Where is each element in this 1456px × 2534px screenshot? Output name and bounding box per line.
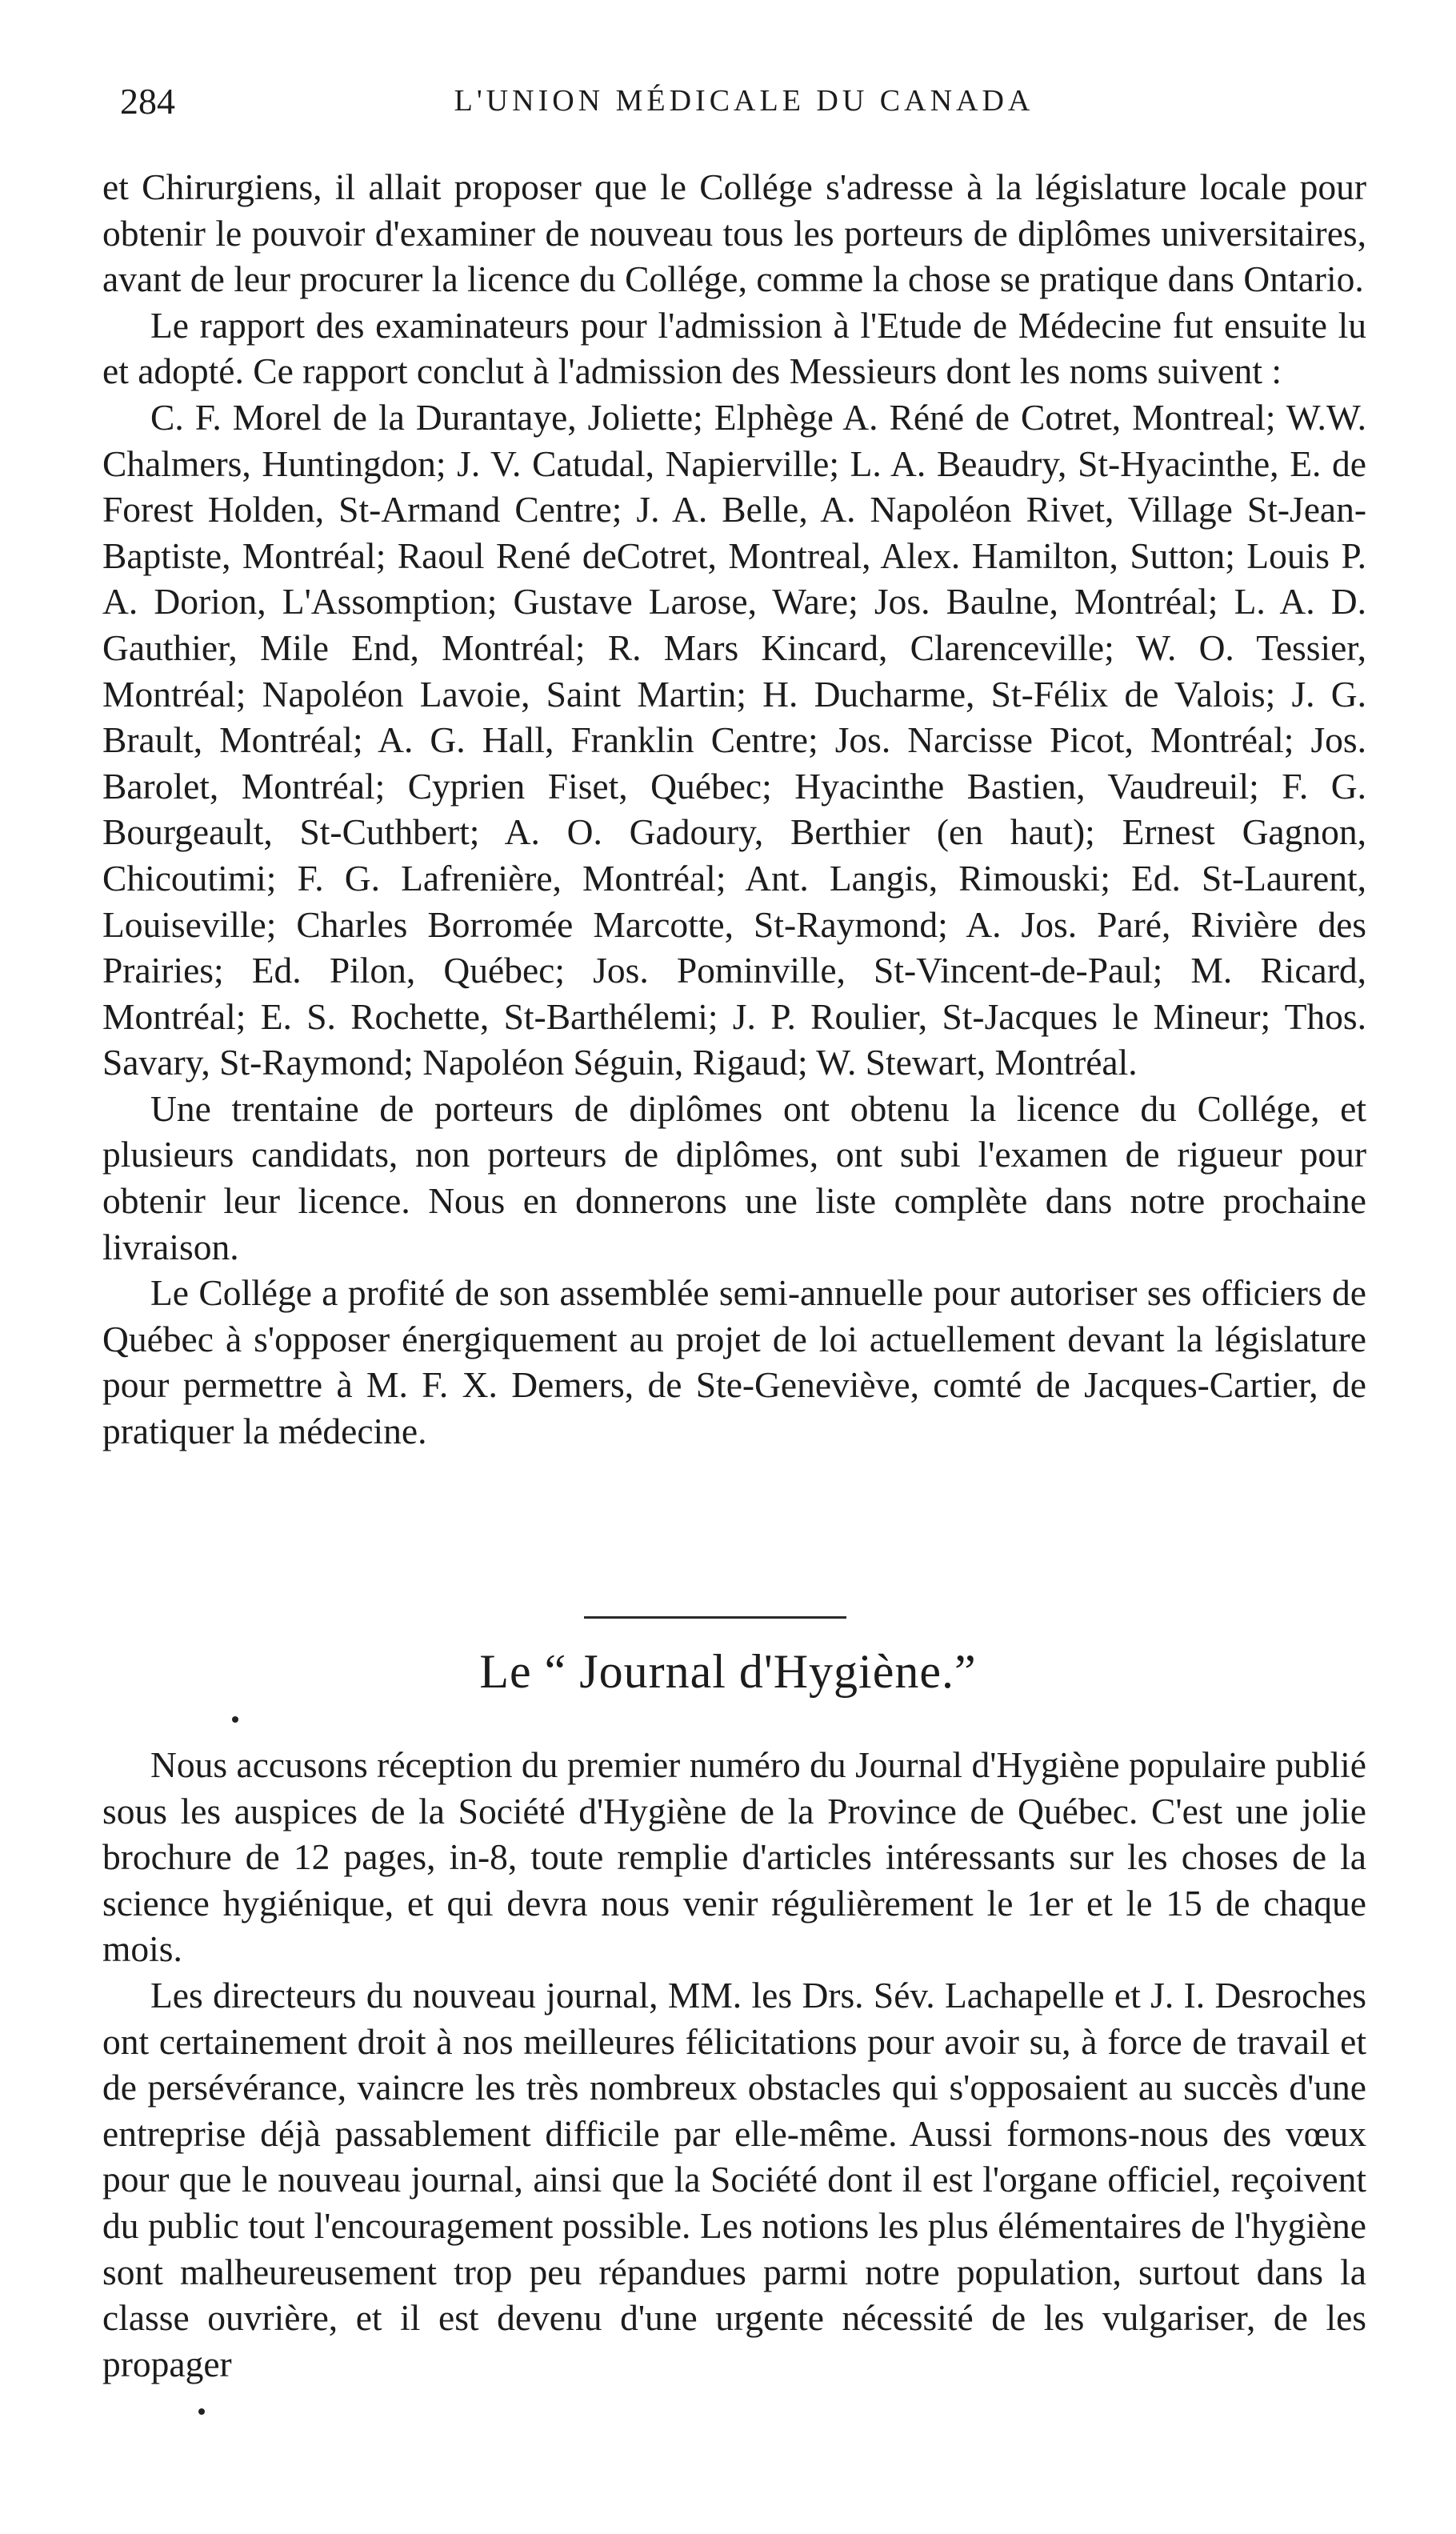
- ink-speck: [232, 1716, 238, 1723]
- section-title: Le “ Journal d'Hygiène.”: [479, 1645, 977, 1698]
- ink-speck: [198, 2408, 205, 2415]
- section-paragraph-2: Les directeurs du nouveau journal, MM. les Drs. Sév. Lachapelle et J. I. Desroches ont certainement droit à nos meilleures félicitations pour avoir su, à force de travail et de persévérance, vaincre les très nombreux obstacles qui s'opposaient au succès d'une entreprise déjà passablement difficile par elle-même. Aussi formons-nous des vœux pour que le nouveau journal, ainsi que la Société dont il est l'organe officiel, reçoivent du public tout l'encouragement possible. Les notions les plus élémentaires de l'hygiène sont malheureusement trop peu répandues parmi notre population, surtout dans la classe ouvrière, et il est devenu d'une urgente nécessité de les vulgariser, de les propager: [102, 1974, 1366, 2384]
- page-number: 284: [120, 81, 175, 122]
- section-paragraph-1: Nous accusons réception du premier numéro du Journal d'Hygiène populaire publié sous les auspices de la Société d'Hygiène de la Province de Québec. C'est une jolie brochure de 12 pages, in-8, toute remplie d'articles intéressants sur les choses de la science hygiénique, et qui devra nous venir régulièrement le 1er et le 15 de chaque mois.: [102, 1744, 1366, 1970]
- running-head: L'UNION MÉDICALE DU CANADA: [454, 84, 1034, 118]
- paragraph-1: et Chirurgiens, il allait proposer que le Collége s'adresse à la législature locale pour obtenir le pouvoir d'examiner de nouveau tous les porteurs de diplômes universitaires, avant de leur procurer la licence du Collége, comme la chose se pratique dans Ontario.: [102, 166, 1366, 300]
- paragraph-2: Le rapport des examinateurs pour l'admission à l'Etude de Médecine fut ensuite lu et adopté. Ce rapport conclut à l'admission des Messieurs dont les noms suivent :: [102, 304, 1366, 392]
- article-body: [102, 164, 1366, 1455]
- section-body: [102, 1742, 1366, 2387]
- section-divider: [584, 1616, 846, 1619]
- paragraph-4: Une trentaine de porteurs de diplômes ont obtenu la licence du Collége, et plusieurs candidats, non porteurs de diplômes, ont subi l'examen de rigueur pour obtenir leur licence. Nous en donnerons une liste complète dans notre prochaine livraison.: [102, 1087, 1366, 1267]
- paragraph-5: Le Collége a profité de son assemblée semi-annuelle pour autoriser ses officiers de Québec à s'opposer énergiquement au projet de loi actuellement devant la législature pour permettre à M. F. X. Demers, de Ste-Geneviève, comté de Jacques-Cartier, de pratiquer la médecine.: [102, 1272, 1366, 1452]
- paragraph-3-name-list: C. F. Morel de la Durantaye, Joliette; Elphège A. Réné de Cotret, Montreal; W.W. Chalmers, Huntingdon; J. V. Catudal, Napierville; L. A. Beaudry, St-Hyacinthe, E. de Forest Holden, St-Armand Centre; J. A. Belle, A. Napoléon Rivet, Village St-Jean-Baptiste, Montréal; Raoul René deCotret, Montreal, Alex. Hamilton, Sutton; Louis P. A. Dorion, L'Assomption; Gustave Larose, Ware; Jos. Baulne, Montréal; L. A. D. Gauthier, Mile End, Montréal; R. Mars Kincard, Clarenceville; W. O. Tessier, Montréal; Napoléon Lavoie, Saint Martin; H. Ducharme, St-Félix de Valois; J. G. Brault, Montréal; A. G. Hall, Franklin Centre; Jos. Narcisse Picot, Montréal; Jos. Barolet, Montréal; Cyprien Fiset, Québec; Hyacinthe Bastien, Vaudreuil; F. G. Bourgeault, St-Cuthbert; A. O. Gadoury, Berthier (en haut); Ernest Gagnon, Chicoutimi; F. G. Lafrenière, Montréal; Ant. Langis, Rimouski; Ed. St-Laurent, Louiseville; Charles Borromée Marcotte, St-Raymond; A. Jos. Paré, Rivière des Prairies; Ed. Pilon, Québec; Jos. Pominville, St-Vincent-de-Paul; M. Ricard, Montréal; E. S. Rochette, St-Barthélemi; J. P. Roulier, St-Jacques le Mineur; Thos. Savary, St-Raymond; Napoléon Séguin, Rigaud; W. Stewart, Montréal.: [102, 396, 1366, 1083]
- page-header: [120, 80, 1368, 128]
